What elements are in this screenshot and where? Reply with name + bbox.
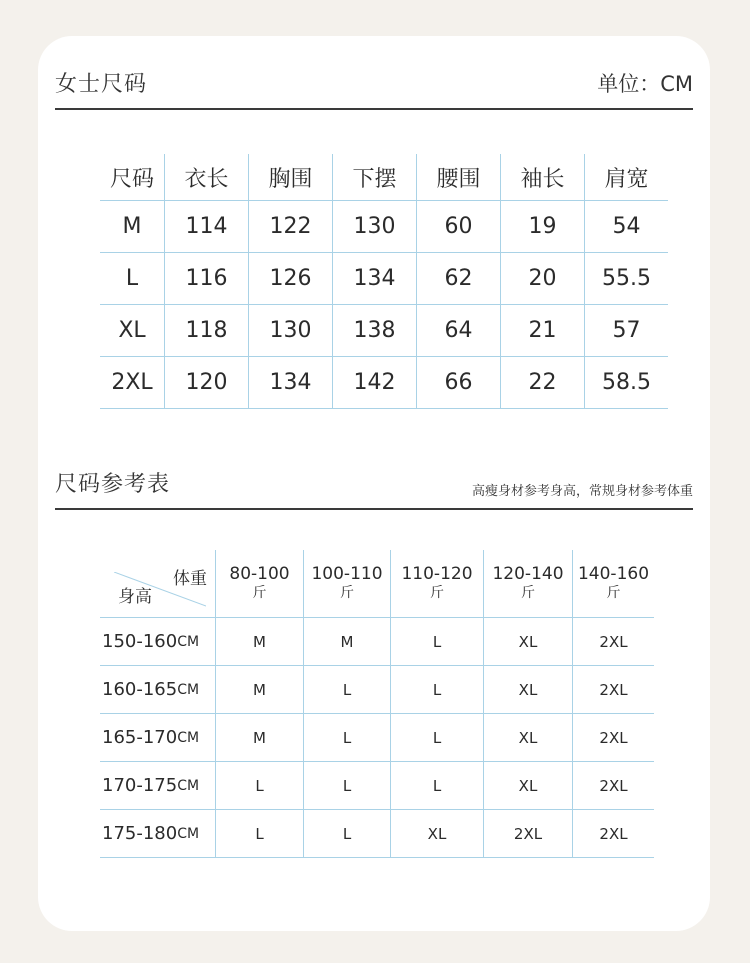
height-range: 165-170: [102, 727, 178, 748]
table-row: [100, 253, 668, 305]
shoulder-cell: 57: [584, 305, 668, 356]
size-cell: 2XL: [572, 762, 654, 809]
header-chest: 胸围: [248, 154, 332, 200]
sleeve-cell: 19: [500, 201, 584, 252]
size-cell: XL: [118, 318, 146, 343]
weight-unit: 斤: [340, 584, 354, 601]
corner-header: [100, 550, 215, 617]
weight-header: [215, 550, 303, 617]
size-cell: M: [303, 618, 390, 665]
waist-cell: 60: [416, 201, 500, 252]
reference-table-header: [100, 550, 654, 618]
size-cell: L: [390, 666, 483, 713]
weight-range: 140-160: [577, 563, 650, 584]
weight-range: 120-140: [492, 563, 564, 584]
waist-cell: 66: [416, 357, 500, 408]
weight-range: 100-110: [311, 563, 383, 584]
size-cell: 2XL: [572, 714, 654, 761]
size-cell: 2XL: [572, 618, 654, 665]
table-row: [100, 714, 654, 762]
table-row: [100, 618, 654, 666]
table-row: [100, 762, 654, 810]
header-hem: 下摆: [332, 154, 416, 200]
height-cell: [100, 618, 215, 665]
weight-header: [390, 550, 483, 617]
waist-cell: 62: [416, 253, 500, 304]
size-cell: L: [215, 762, 303, 809]
size-cell: XL: [483, 714, 572, 761]
height-range: 160-165: [102, 679, 178, 700]
height-unit: CM: [177, 681, 200, 698]
size-cell: M: [215, 666, 303, 713]
height-unit: CM: [177, 825, 200, 842]
chest-cell: 130: [248, 305, 332, 356]
height-unit: CM: [177, 729, 200, 746]
sleeve-cell: 21: [500, 305, 584, 356]
hem-cell: 138: [332, 305, 416, 356]
size-cell: L: [390, 714, 483, 761]
weight-unit: 斤: [521, 584, 535, 601]
reference-note: 高瘦身材参考身高，常规身材参考体重: [471, 484, 693, 499]
size-cell: 2XL: [111, 370, 153, 395]
size-cell: XL: [483, 762, 572, 809]
table-row: [100, 305, 668, 357]
reference-section-header: [55, 468, 693, 510]
size-table-header: [100, 154, 668, 200]
size-section-title: 女士尺码: [55, 72, 148, 97]
sleeve-cell: 22: [500, 357, 584, 408]
chest-cell: 134: [248, 357, 332, 408]
size-cell: 2XL: [483, 810, 572, 857]
height-range: 170-175: [102, 775, 178, 796]
size-section-header: [55, 68, 693, 110]
height-range: 175-180: [102, 823, 178, 844]
size-cell: M: [122, 214, 142, 239]
weight-range: 80-100: [229, 563, 290, 584]
header-waist: 腰围: [416, 154, 500, 200]
size-table: [100, 154, 668, 409]
size-cell: XL: [390, 810, 483, 857]
hem-cell: 142: [332, 357, 416, 408]
size-cell: L: [125, 266, 139, 291]
reference-section-title: 尺码参考表: [55, 472, 171, 497]
length-cell: 118: [164, 305, 248, 356]
height-unit: CM: [177, 633, 200, 650]
table-row: [100, 810, 654, 858]
weight-header: [303, 550, 390, 617]
height-unit: CM: [177, 777, 200, 794]
weight-header: [572, 550, 654, 617]
weight-unit: 斤: [252, 584, 267, 601]
height-range: 150-160: [102, 631, 178, 652]
waist-cell: 64: [416, 305, 500, 356]
header-sleeve: 袖长: [500, 154, 584, 200]
size-cell: L: [303, 714, 390, 761]
table-row: [100, 200, 668, 253]
shoulder-cell: 58.5: [584, 357, 668, 408]
height-corner-label: 身高: [118, 587, 152, 607]
reference-table: [100, 550, 654, 858]
length-cell: 120: [164, 357, 248, 408]
shoulder-cell: 55.5: [584, 253, 668, 304]
size-chart-card: [38, 36, 710, 931]
weight-unit: 斤: [430, 584, 444, 601]
weight-range: 110-120: [401, 563, 473, 584]
chest-cell: 126: [248, 253, 332, 304]
hem-cell: 134: [332, 253, 416, 304]
size-cell: XL: [483, 666, 572, 713]
size-cell: L: [390, 618, 483, 665]
size-cell: L: [390, 762, 483, 809]
header-length: 衣长: [164, 154, 248, 200]
length-cell: 114: [164, 201, 248, 252]
size-cell: 2XL: [572, 810, 654, 857]
size-cell: M: [215, 714, 303, 761]
height-cell: [100, 666, 215, 713]
weight-unit: 斤: [606, 584, 621, 601]
size-cell: XL: [483, 618, 572, 665]
shoulder-cell: 54: [584, 201, 668, 252]
header-shoulder: 肩宽: [584, 154, 668, 200]
size-cell: L: [215, 810, 303, 857]
sleeve-cell: 20: [500, 253, 584, 304]
height-cell: [100, 810, 215, 857]
size-cell: L: [303, 810, 390, 857]
size-cell: L: [303, 666, 390, 713]
size-cell: M: [215, 618, 303, 665]
hem-cell: 130: [332, 201, 416, 252]
length-cell: 116: [164, 253, 248, 304]
header-size: 尺码: [109, 166, 154, 192]
chest-cell: 122: [248, 201, 332, 252]
size-cell: L: [303, 762, 390, 809]
table-row: [100, 357, 668, 409]
height-cell: [100, 762, 215, 809]
size-cell: 2XL: [572, 666, 654, 713]
unit-label: 单位：CM: [597, 72, 693, 96]
height-cell: [100, 714, 215, 761]
weight-header: [483, 550, 572, 617]
table-row: [100, 666, 654, 714]
weight-corner-label: 体重: [173, 569, 207, 589]
